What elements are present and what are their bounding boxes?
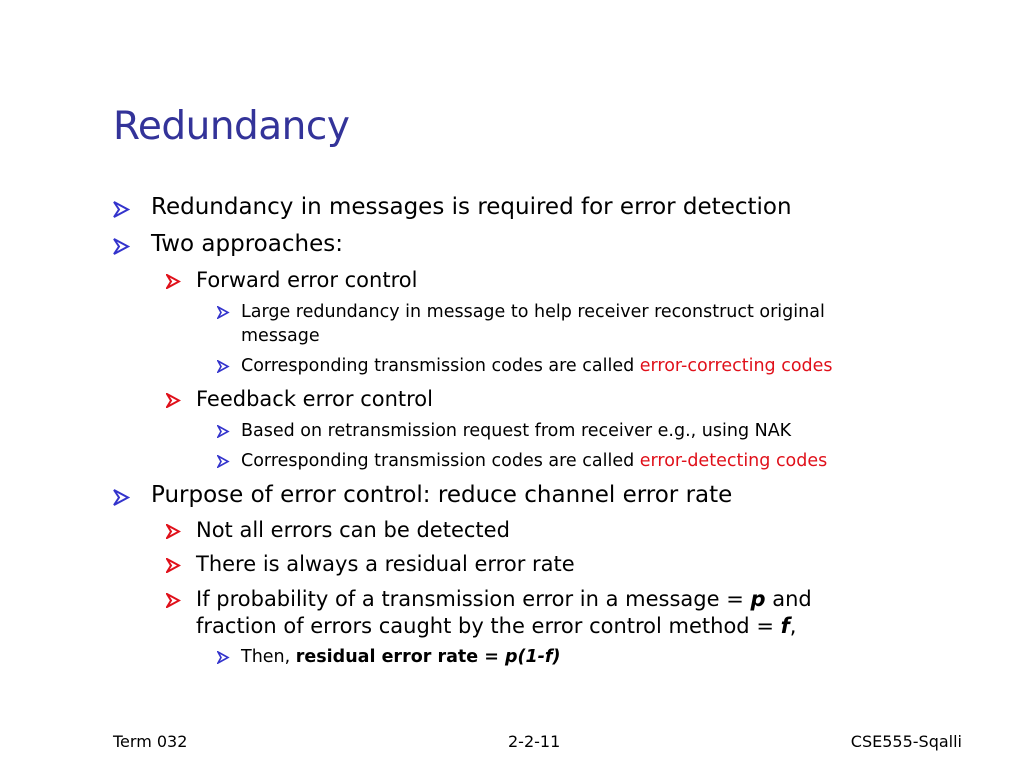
footer-left: Term 032 [113,732,188,751]
bullet-text-tail: , [789,614,797,638]
bullet-text: Then, [241,647,296,667]
bullet-item [241,451,827,471]
bullet-text: Large redundancy in message to help receiver reconstruct original [241,302,825,322]
bullet-item [196,587,812,611]
arrow-bullet-icon [217,425,230,438]
footer-center: 2-2-11 [508,732,561,751]
bullet-text: Redundancy in messages is required for error detection [151,194,792,220]
arrow-bullet-icon [113,201,130,218]
formula: p(1-f) [504,647,561,667]
variable-p: p [750,587,766,611]
bullet-text: Corresponding transmission codes are called [241,356,640,376]
highlight-term: error-detecting codes [639,451,828,471]
arrow-bullet-icon [217,306,230,319]
bullet-text: If probability of a transmission error in a message = [196,587,751,611]
arrow-bullet-icon [113,489,130,506]
arrow-bullet-icon [217,455,230,468]
variable-f: f [780,614,790,638]
bold-label: residual error rate = [295,647,505,667]
bullet-continuation [196,614,796,638]
bullet-text: Two approaches: [151,231,343,257]
arrow-bullet-icon [166,274,181,289]
bullet-item [241,356,833,376]
slide-title: Redundancy [113,104,350,149]
arrow-bullet-icon [113,238,130,255]
bullet-item [151,194,792,220]
bullet-text: Based on retransmission request from receiver e.g., using NAK [241,421,792,441]
bullet-text: Feedback error control [196,387,433,411]
bullet-text: fraction of errors caught by the error control method = [196,614,781,638]
arrow-bullet-icon [166,593,181,608]
bullet-text: message [241,326,320,346]
bullet-text: Corresponding transmission codes are called [241,451,640,471]
bullet-text: Not all errors can be detected [196,518,510,542]
bullet-continuation [241,326,320,346]
bullet-text: Purpose of error control: reduce channel error rate [151,482,733,508]
arrow-bullet-icon [166,393,181,408]
bullet-item [196,518,510,542]
bullet-item [151,231,343,257]
highlight-term: error-correcting codes [639,356,833,376]
bullet-text-tail: and [765,587,812,611]
arrow-bullet-icon [166,558,181,573]
arrow-bullet-icon [166,524,181,539]
bullet-item [196,387,433,411]
bullet-item [241,421,791,441]
arrow-bullet-icon [217,651,230,664]
bullet-text: There is always a residual error rate [196,552,575,576]
footer-right: CSE555-Sqalli [850,732,962,751]
bullet-item [196,268,417,292]
bullet-text: Forward error control [196,268,418,292]
bullet-item [241,647,561,667]
bullet-item [196,552,575,576]
bullet-item [151,482,732,508]
arrow-bullet-icon [217,360,230,373]
bullet-item [241,302,825,322]
